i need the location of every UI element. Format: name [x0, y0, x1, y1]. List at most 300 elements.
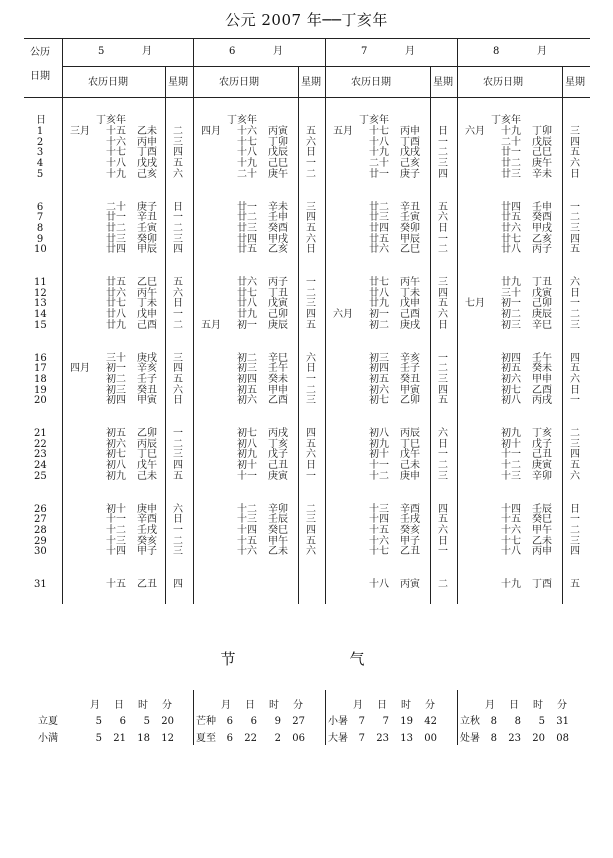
weekday: 三	[306, 201, 316, 213]
ganzhi: 辛亥	[137, 363, 157, 375]
ganzhi: 丁未	[400, 287, 420, 299]
month-label: 月	[273, 46, 283, 57]
lunar-day: 廿三	[369, 212, 389, 224]
weekday: 一	[173, 524, 183, 536]
day-number: 23	[34, 449, 47, 461]
ganzhi: 庚辰	[532, 309, 552, 321]
ganzhi: 丁巳	[137, 449, 157, 461]
lunar-day: 初一	[501, 298, 521, 310]
lunar-day: 初五	[106, 428, 126, 439]
lunar-month-label: 四月	[70, 363, 90, 375]
weekday: 日	[570, 503, 580, 515]
ganzhi: 戊子	[268, 449, 288, 461]
weekday: 六	[570, 470, 580, 482]
lunar-day: 十八	[106, 158, 126, 170]
solar-term-header: 日	[245, 700, 255, 711]
ganzhi: 己酉	[137, 319, 157, 331]
ganzhi: 戊寅	[532, 287, 552, 299]
solar-term-header: 分	[557, 700, 567, 711]
solar-term-header: 日	[509, 700, 519, 711]
lunar-day: 十八	[237, 147, 257, 159]
lunar-day: 初九	[106, 470, 126, 482]
solar-term-value: 27	[292, 716, 305, 727]
ganzhi: 甲午	[532, 524, 552, 536]
weekday: 二	[173, 535, 183, 547]
day-number: 26	[34, 503, 47, 515]
lunar-day: 初七	[369, 395, 389, 407]
day-number: 27	[34, 514, 47, 526]
ganzhi: 戊辰	[532, 136, 552, 148]
solar-term-value: 8	[490, 716, 497, 727]
ganzhi: 癸卯	[137, 233, 157, 245]
solar-term-name: 夏至	[196, 733, 216, 744]
lunar-day: 廿二	[501, 158, 521, 170]
ganzhi: 癸丑	[400, 373, 420, 385]
solar-term-value: 5	[95, 716, 102, 727]
month-number: 6	[229, 46, 236, 57]
solar-term-header: 分	[425, 700, 435, 711]
ganzhi: 丁卯	[268, 136, 288, 148]
lunar-day: 十九	[501, 579, 521, 590]
lunar-day: 廿四	[369, 222, 389, 234]
lunar-day: 十五	[106, 579, 126, 590]
lunar-day: 二十	[501, 136, 521, 148]
solar-term-header: 月	[221, 700, 231, 711]
solar-term-value: 31	[556, 716, 569, 727]
solar-term-name: 处暑	[460, 733, 480, 744]
lunar-day: 廿二	[237, 212, 257, 224]
lunar-day: 廿九	[106, 319, 126, 331]
lunar-day: 十九	[237, 158, 257, 170]
month-number: 8	[493, 46, 500, 57]
month-header-rule	[62, 66, 590, 67]
weekday: 日	[306, 460, 316, 472]
day-number: 3	[36, 147, 44, 159]
solar-term-header: 月	[353, 700, 363, 711]
ganzhi: 己亥	[400, 158, 420, 170]
weekday: 五	[306, 126, 316, 137]
month-number: 5	[98, 46, 105, 57]
lunar-day: 初三	[237, 363, 257, 375]
day-number: 30	[34, 546, 47, 558]
lunar-day: 廿五	[106, 277, 126, 288]
weekday: 六	[173, 503, 183, 515]
ganzhi: 丙辰	[400, 428, 420, 439]
day-number: 15	[34, 319, 47, 331]
lunar-day: 廿七	[501, 233, 521, 245]
day-number: 12	[34, 287, 47, 299]
weekday: 五	[306, 535, 316, 547]
lunar-month-label: 六月	[465, 126, 485, 137]
lunar-day: 十七	[369, 126, 389, 137]
lunar-day: 十九	[369, 147, 389, 159]
ganzhi: 壬申	[268, 212, 288, 224]
solar-term-value: 6	[119, 716, 126, 727]
lunar-day: 十二	[369, 470, 389, 482]
day-number: 21	[34, 428, 47, 439]
ganzhi: 己丑	[268, 460, 288, 472]
ganzhi: 丙戌	[532, 395, 552, 407]
solar-term-header: 时	[269, 700, 279, 711]
lunar-day: 廿四	[501, 201, 521, 213]
lunar-month-label: 五月	[333, 126, 353, 137]
solar-term-header: 月	[485, 700, 495, 711]
weekday: 日	[438, 535, 448, 547]
lunar-day: 初十	[106, 503, 126, 515]
ganzhi: 丙子	[532, 244, 552, 256]
weekday: 三	[438, 158, 448, 170]
lunar-day: 初十	[369, 449, 389, 461]
ganzhi: 丙午	[400, 277, 420, 288]
ganzhi: 己卯	[532, 298, 552, 310]
ganzhi: 庚申	[400, 470, 420, 482]
ganzhi: 癸丑	[137, 384, 157, 396]
weekday: 日	[438, 222, 448, 234]
lunar-date-header: 农历日期	[88, 77, 128, 88]
weekday: 四	[173, 363, 183, 375]
ganzhi: 丁巳	[400, 438, 420, 450]
weekday-header: 星期	[565, 77, 585, 88]
weekday: 五	[570, 460, 580, 472]
ganzhi: 戊午	[137, 460, 157, 472]
lunar-day: 十四	[237, 524, 257, 536]
ganzhi: 己巳	[268, 158, 288, 170]
ganzhi: 辛卯	[268, 503, 288, 515]
month-number: 7	[361, 46, 368, 57]
ganzhi: 丁酉	[400, 136, 420, 148]
ganzhi: 丙戌	[268, 428, 288, 439]
day-number: 5	[36, 168, 44, 180]
lunar-year-label: 丁亥年	[96, 115, 126, 126]
lunar-day: 三十	[501, 287, 521, 299]
ganzhi: 辛亥	[400, 352, 420, 364]
ganzhi: 丁酉	[137, 147, 157, 159]
weekday: 一	[173, 428, 183, 439]
day-number: 16	[34, 352, 47, 364]
ganzhi: 癸亥	[137, 535, 157, 547]
weekday: 六	[306, 449, 316, 461]
lunar-day: 十六	[106, 136, 126, 148]
lunar-day: 十三	[501, 470, 521, 482]
lunar-day: 初二	[237, 352, 257, 364]
month-label: 月	[142, 46, 152, 57]
weekday-divider-2	[298, 66, 299, 604]
lunar-day: 初八	[369, 428, 389, 439]
weekday: 二	[438, 460, 448, 472]
weekday: 二	[173, 438, 183, 450]
lunar-date-header: 农历日期	[483, 77, 523, 88]
weekday: 四	[306, 428, 316, 439]
weekday: 二	[306, 287, 316, 299]
day-header: 日	[36, 115, 46, 126]
solar-terms-title: 节 气	[220, 650, 393, 668]
weekday: 五	[173, 470, 183, 482]
ganzhi: 戊午	[400, 449, 420, 461]
ganzhi: 丁卯	[532, 126, 552, 137]
weekday: 五	[570, 147, 580, 159]
lunar-day: 十三	[106, 535, 126, 547]
ganzhi: 庚戌	[400, 319, 420, 331]
solar-term-value: 9	[274, 716, 281, 727]
ganzhi: 庚午	[268, 168, 288, 180]
ganzhi: 丁未	[137, 298, 157, 310]
ganzhi: 己亥	[137, 168, 157, 180]
weekday: 一	[306, 277, 316, 288]
day-number: 31	[34, 579, 47, 590]
lunar-day: 廿一	[369, 168, 389, 180]
lunar-day: 十四	[501, 503, 521, 515]
riqi-header: 日期	[30, 71, 50, 82]
gongli-header: 公历	[30, 47, 50, 58]
ganzhi: 庚辰	[268, 319, 288, 331]
weekday: 三	[570, 222, 580, 234]
solar-term-header: 时	[401, 700, 411, 711]
lunar-day: 初二	[369, 319, 389, 331]
day-number: 4	[36, 158, 44, 170]
solar-term-value: 20	[532, 733, 545, 744]
weekday: 一	[570, 201, 580, 213]
lunar-day: 十七	[369, 546, 389, 558]
solar-term-value: 42	[424, 716, 437, 727]
lunar-day: 十五	[237, 535, 257, 547]
weekday: 三	[570, 126, 580, 137]
weekday: 二	[306, 168, 316, 180]
weekday: 四	[570, 233, 580, 245]
weekday: 六	[438, 524, 448, 536]
lunar-day: 二十	[106, 201, 126, 213]
lunar-day: 初四	[501, 352, 521, 364]
solar-divider-3	[457, 690, 458, 745]
weekday: 六	[306, 233, 316, 245]
weekday: 三	[306, 298, 316, 310]
ganzhi: 庚戌	[137, 352, 157, 364]
lunar-year-label: 丁亥年	[227, 115, 257, 126]
weekday: 一	[438, 233, 448, 245]
weekday: 日	[306, 363, 316, 375]
lunar-day: 十九	[106, 168, 126, 180]
ganzhi: 乙丑	[400, 546, 420, 558]
weekday: 五	[438, 201, 448, 213]
day-number: 24	[34, 460, 47, 472]
weekday: 五	[570, 363, 580, 375]
solar-term-value: 7	[358, 716, 365, 727]
lunar-month-label: 五月	[201, 319, 221, 331]
month-divider-3	[457, 38, 458, 604]
lunar-day: 初九	[369, 438, 389, 450]
day-number: 6	[36, 201, 44, 213]
lunar-day: 初十	[237, 460, 257, 472]
weekday: 日	[173, 298, 183, 310]
lunar-date-header: 农历日期	[219, 77, 259, 88]
month-divider-2	[325, 38, 326, 604]
solar-term-header: 月	[90, 700, 100, 711]
lunar-day: 初五	[237, 384, 257, 396]
solar-term-value: 13	[400, 733, 413, 744]
ganzhi: 丙子	[268, 277, 288, 288]
lunar-day: 十一	[237, 470, 257, 482]
month-label: 月	[537, 46, 547, 57]
lunar-day: 十九	[501, 126, 521, 137]
solar-term-value: 06	[292, 733, 305, 744]
lunar-day: 二十	[237, 168, 257, 180]
weekday: 六	[570, 158, 580, 170]
ganzhi: 庚午	[532, 158, 552, 170]
day-number: 13	[34, 298, 47, 310]
solar-term-name: 小满	[38, 733, 58, 744]
ganzhi: 壬午	[268, 363, 288, 375]
ganzhi: 辛丑	[400, 201, 420, 213]
solar-term-value: 18	[137, 733, 150, 744]
weekday: 五	[306, 438, 316, 450]
weekday: 日	[570, 168, 580, 180]
ganzhi: 癸卯	[400, 222, 420, 234]
lunar-day: 初三	[369, 352, 389, 364]
weekday-divider-3	[430, 66, 431, 604]
date-column-divider	[62, 38, 63, 604]
page-title: 公元 2007 年──丁亥年	[225, 11, 388, 29]
weekday: 六	[438, 428, 448, 439]
weekday-header: 星期	[168, 77, 188, 88]
ganzhi: 辛未	[532, 168, 552, 180]
weekday: 五	[438, 395, 448, 407]
ganzhi: 辛丑	[137, 212, 157, 224]
ganzhi: 壬子	[400, 363, 420, 375]
lunar-day: 十二	[237, 503, 257, 515]
lunar-day: 十七	[106, 147, 126, 159]
ganzhi: 乙巳	[400, 244, 420, 256]
lunar-day: 廿一	[237, 201, 257, 213]
weekday: 一	[438, 449, 448, 461]
lunar-day: 廿九	[237, 309, 257, 321]
lunar-day: 十三	[369, 503, 389, 515]
solar-term-value: 22	[244, 733, 257, 744]
lunar-day: 三十	[106, 352, 126, 364]
ganzhi: 丁亥	[532, 428, 552, 439]
lunar-day: 初十	[501, 438, 521, 450]
ganzhi: 己酉	[400, 309, 420, 321]
ganzhi: 庚子	[400, 168, 420, 180]
lunar-day: 十八	[369, 136, 389, 148]
lunar-year-label: 丁亥年	[491, 115, 521, 126]
lunar-day: 初二	[106, 373, 126, 385]
day-number: 10	[34, 244, 47, 256]
lunar-day: 初四	[237, 373, 257, 385]
ganzhi: 庚子	[137, 201, 157, 213]
ganzhi: 壬午	[532, 352, 552, 364]
weekday: 五	[173, 158, 183, 170]
day-number: 7	[36, 212, 44, 224]
lunar-day: 十二	[106, 524, 126, 536]
ganzhi: 丙辰	[137, 438, 157, 450]
lunar-day: 初一	[106, 363, 126, 375]
ganzhi: 壬戌	[400, 514, 420, 526]
lunar-day: 初四	[369, 363, 389, 375]
solar-term-value: 7	[358, 733, 365, 744]
lunar-day: 二十	[369, 158, 389, 170]
ganzhi: 癸亥	[400, 524, 420, 536]
weekday: 二	[570, 428, 580, 439]
weekday: 一	[438, 352, 448, 364]
lunar-day: 初七	[106, 449, 126, 461]
month-divider-1	[193, 38, 194, 604]
weekday-header: 星期	[433, 77, 453, 88]
lunar-day: 十七	[237, 136, 257, 148]
solar-term-name: 立夏	[38, 716, 58, 727]
solar-term-value: 23	[376, 733, 389, 744]
weekday: 四	[570, 136, 580, 148]
weekday: 六	[438, 309, 448, 321]
weekday: 六	[306, 136, 316, 148]
lunar-month-label: 六月	[333, 309, 353, 321]
weekday: 四	[438, 287, 448, 299]
lunar-month-label: 四月	[201, 126, 221, 137]
day-number: 20	[34, 395, 47, 407]
day-number: 25	[34, 470, 47, 482]
weekday: 二	[570, 524, 580, 536]
day-number: 29	[34, 535, 47, 547]
weekday: 三	[306, 514, 316, 526]
weekday: 六	[173, 287, 183, 299]
weekday: 三	[173, 449, 183, 461]
weekday: 六	[570, 373, 580, 385]
ganzhi: 戊辰	[268, 147, 288, 159]
ganzhi: 辛卯	[532, 470, 552, 482]
weekday: 四	[173, 579, 183, 590]
solar-term-value: 7	[382, 716, 389, 727]
weekday: 一	[173, 309, 183, 321]
ganzhi: 己卯	[268, 309, 288, 321]
day-number: 11	[34, 277, 47, 288]
lunar-day: 廿七	[369, 277, 389, 288]
day-number: 18	[34, 373, 47, 385]
lunar-day: 十五	[501, 514, 521, 526]
lunar-day: 廿五	[369, 233, 389, 245]
solar-term-value: 19	[400, 716, 413, 727]
weekday: 四	[173, 244, 183, 256]
lunar-day: 初九	[501, 428, 521, 439]
ganzhi: 甲子	[400, 535, 420, 547]
weekday: 二	[570, 212, 580, 224]
month-label: 月	[405, 46, 415, 57]
weekday: 二	[570, 309, 580, 321]
solar-term-header: 时	[138, 700, 148, 711]
solar-term-value: 23	[508, 733, 521, 744]
solar-term-value: 6	[226, 716, 233, 727]
ganzhi: 辛未	[268, 201, 288, 213]
lunar-day: 廿一	[501, 147, 521, 159]
weekday: 二	[438, 244, 448, 256]
ganzhi: 壬子	[137, 373, 157, 385]
lunar-month-label: 三月	[70, 126, 90, 137]
ganzhi: 辛酉	[400, 503, 420, 515]
lunar-day: 廿六	[106, 287, 126, 299]
ganzhi: 乙酉	[532, 384, 552, 396]
weekday: 六	[438, 212, 448, 224]
weekday: 六	[570, 277, 580, 288]
ganzhi: 癸巳	[268, 524, 288, 536]
weekday: 三	[438, 373, 448, 385]
solar-term-value: 00	[424, 733, 437, 744]
ganzhi: 乙亥	[268, 244, 288, 256]
ganzhi: 甲申	[532, 373, 552, 385]
ganzhi: 乙卯	[137, 428, 157, 439]
solar-term-header: 分	[293, 700, 303, 711]
weekday: 四	[570, 352, 580, 364]
ganzhi: 壬寅	[137, 222, 157, 234]
solar-divider-2	[325, 690, 326, 745]
lunar-day: 廿九	[369, 298, 389, 310]
lunar-day: 十八	[501, 546, 521, 558]
